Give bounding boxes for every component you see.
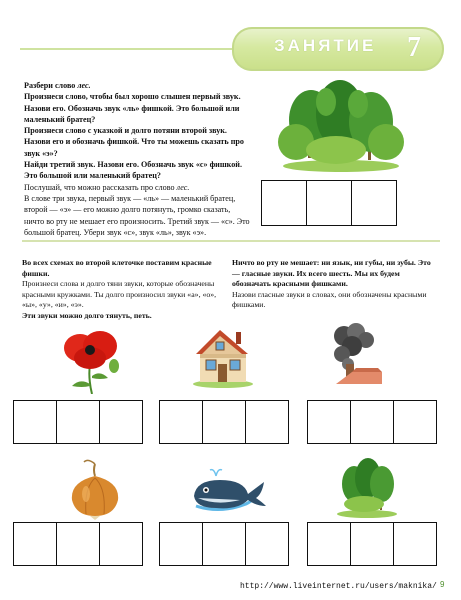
smoke-icon [322, 322, 388, 384]
scheme-cell[interactable] [99, 522, 143, 566]
intro-p5-text: Послушай, что можно рассказать про слово [24, 182, 177, 192]
scheme-poppy[interactable] [14, 400, 143, 444]
right-bold-1: Ничто во рту не мешает: ни язык, ни губы, ни зубы. Это — гласные звуки. Их всего шесть. Мы их будем обозначать красными фишками. [232, 258, 431, 289]
scheme-cell[interactable] [13, 522, 57, 566]
left-text: Произнеси слова и долго тяни звуки, которые обозначены красными кружками. Ты долго произносил звуки «а», «о», «ы», «у», «и», «э». [22, 279, 217, 310]
right-text: Назови гласные звуки в словах, они обозначены красными фишками. [232, 289, 427, 310]
left-text-block [22, 258, 228, 322]
header-line [20, 48, 234, 50]
intro-p1 [24, 80, 250, 91]
scheme-cell[interactable] [350, 522, 394, 566]
scheme-smoke[interactable] [308, 400, 437, 444]
scheme-cell[interactable] [306, 180, 352, 226]
whale-icon [190, 466, 270, 516]
scheme-top[interactable] [262, 180, 397, 226]
scheme-cell[interactable] [307, 522, 351, 566]
left-bold-2: Эти звуки можно долго тянуть, петь. [22, 310, 152, 320]
scheme-cell[interactable] [393, 522, 437, 566]
scheme-cell[interactable] [261, 180, 307, 226]
onion-icon [66, 458, 124, 520]
forest-icon [334, 456, 400, 518]
intro-p5 [24, 182, 250, 193]
scheme-cell[interactable] [393, 400, 437, 444]
intro-p4: Найди третий звук. Назови его. Обозначь звук «с» фишкой. Это большой или маленький братец? [24, 160, 242, 181]
scheme-onion[interactable] [14, 522, 143, 566]
lesson-title: ЗАНЯТИЕ [274, 36, 377, 55]
house-icon [190, 326, 256, 388]
scheme-cell[interactable] [245, 400, 289, 444]
scheme-cell[interactable] [99, 400, 143, 444]
intro-p6: В слове три звука, первый звук — «ль» — маленький братец, второй — «э» — его можно долго потянуть, громко сказать, ничто во рту не мешает его произносить. Третий звук — «с». Это большой братец. Убери звук «с», звук «ль», звук «э». [24, 193, 250, 237]
poppy-flower-icon [62, 326, 122, 394]
intro-p2: Произнеси слово, чтобы был хорошо слышен первый звук. Назови его. Обозначь звук «ль» фишкой. Это большой или маленький братец? [24, 92, 241, 124]
scheme-cell[interactable] [56, 400, 100, 444]
scheme-cell[interactable] [56, 522, 100, 566]
scheme-cell[interactable] [159, 522, 203, 566]
forest-icon [276, 80, 406, 172]
intro-p1-text: Разбери слово [24, 81, 78, 90]
scheme-forest[interactable] [308, 522, 437, 566]
footer-url[interactable]: http://www.liveinternet.ru/users/maknika/ [240, 582, 437, 591]
scheme-cell[interactable] [202, 400, 246, 444]
scheme-house[interactable] [160, 400, 289, 444]
intro-word-2: лес. [176, 182, 190, 192]
scheme-cell[interactable] [351, 180, 397, 226]
left-bold-1: Во всех схемах во второй клеточке поставим красные фишки. [22, 258, 212, 278]
scheme-cell[interactable] [307, 400, 351, 444]
divider [22, 240, 440, 242]
scheme-cell[interactable] [202, 522, 246, 566]
scheme-cell[interactable] [350, 400, 394, 444]
scheme-whale[interactable] [160, 522, 289, 566]
intro-word: лес. [77, 81, 91, 90]
intro-text [24, 80, 250, 238]
intro-p3: Произнеси слово с указкой и долго потяни второй звук. Назови его и обозначь фишкой. Что ты можешь сказать про звук «э»? [24, 126, 244, 158]
page-number: 9 [440, 580, 445, 589]
scheme-cell[interactable] [159, 400, 203, 444]
lesson-number: 7 [407, 32, 421, 63]
right-text-block [232, 258, 440, 311]
scheme-cell[interactable] [245, 522, 289, 566]
scheme-cell[interactable] [13, 400, 57, 444]
